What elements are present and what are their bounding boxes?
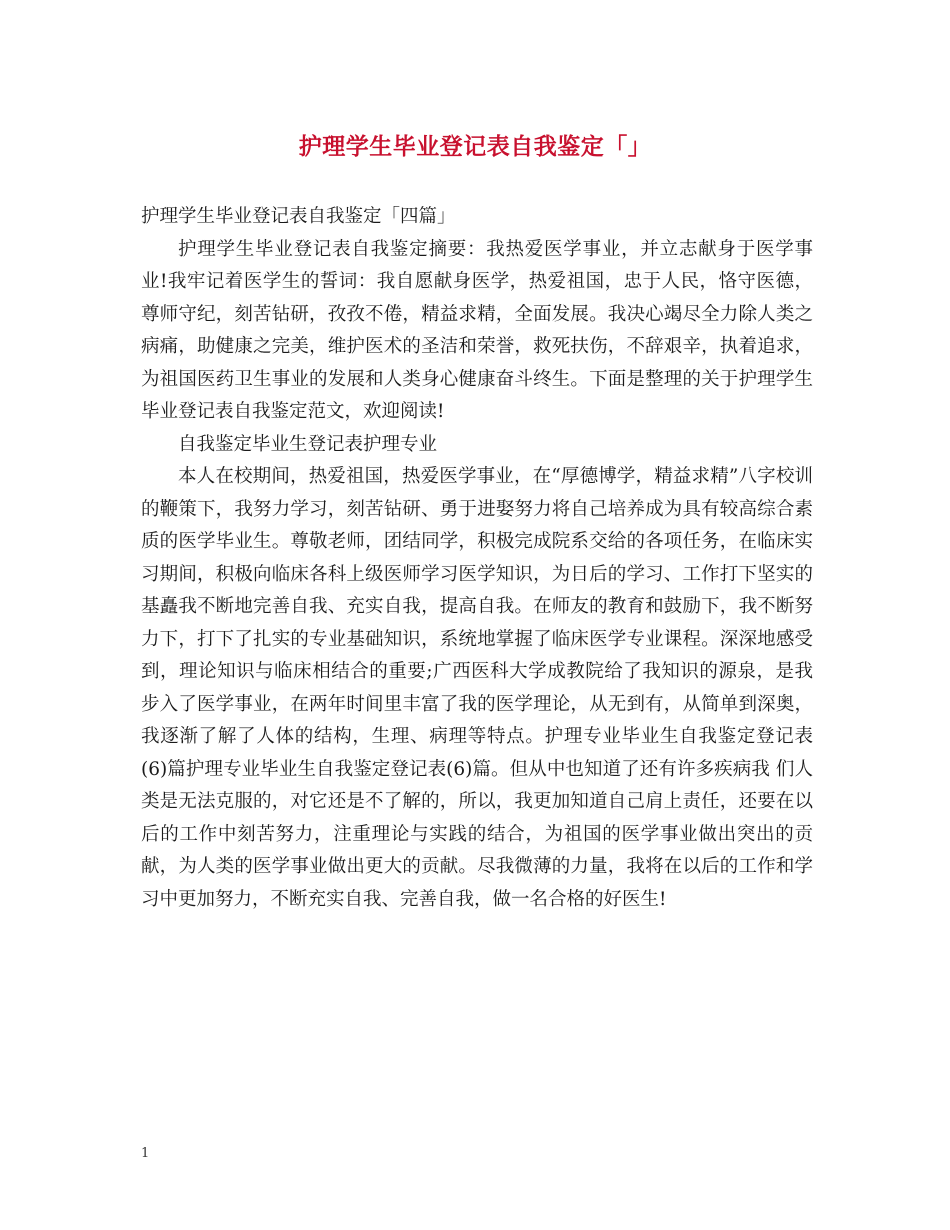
body-paragraph: 本人在校期间，热爱祖国，热爱医学事业，在“厚德博学，精益求精”八字校训的鞭策下，我努力学习，刻苦钻研、勇于进娶努力将自己培养成为具有较高综合素质的医学毕业生。尊敬老师，团结同学，积极完成院系交给的各项任务，在临床实习期间，积极向临床各科上级医师学习医学知识，为日后的学习、工作打下坚实的基矗我不断地完善自我、充实自我，提高自我。在师友的教育和鼓励下，我不断努力下，打下了扎实的专业基础知识，系统地掌握了临床医学专业课程。深深地感受到，理论知识与临床相结合的重要;广西医科大学成教院给了我知识的源泉，是我步入了医学事业，在两年时间里丰富了我的医学理论，从无到有，从简单到深奥，我逐渐了解了人体的结构，生理、病理等特点。护理专业毕业生自我鉴定登记表(6)篇护理专业毕业生自我鉴定登记表(6)篇。但从中也知道了还有许多疾病我 们人类是无法克服的，对它还是不了解的，所以，我更加知道自己肩上责任，还要在以后的工作中刻苦努力，注重理论与实践的结合，为祖国的医学事业做出突出的贡献，为人类的医学事业做出更大的贡献。尽我微薄的力量，我将在以后的工作和学习中更加努力，不断充实自我、完善自我，做一名合格的好医生!: [141, 466, 813, 910]
page-number: 1: [141, 1146, 150, 1161]
section-heading: 自我鉴定毕业生登记表护理专业: [178, 433, 438, 455]
document-title: 护理学生毕业登记表自我鉴定「」: [298, 133, 652, 160]
summary-paragraph: 护理学生毕业登记表自我鉴定摘要：我热爱医学事业，并立志献身于医学事业!我牢记着医学生的誓词：我自愿献身医学，热爱祖国，忠于人民，恪守医德，尊师守纪，刻苦钻研，孜孜不倦，精益求精，全面发展。我决心竭尽全力除人类之病痛，助健康之完美，维护医术的圣洁和荣誉，救死扶伤，不辞艰辛，执着追求，为祖国医药卫生事业的发展和人类身心健康奋斗终生。下面是整理的关于护理学生毕业登记表自我鉴定范文，欢迎阅读!: [141, 238, 813, 422]
document-subtitle: 护理学生毕业登记表自我鉴定「四篇」: [141, 206, 456, 227]
document-body: [141, 201, 813, 916]
